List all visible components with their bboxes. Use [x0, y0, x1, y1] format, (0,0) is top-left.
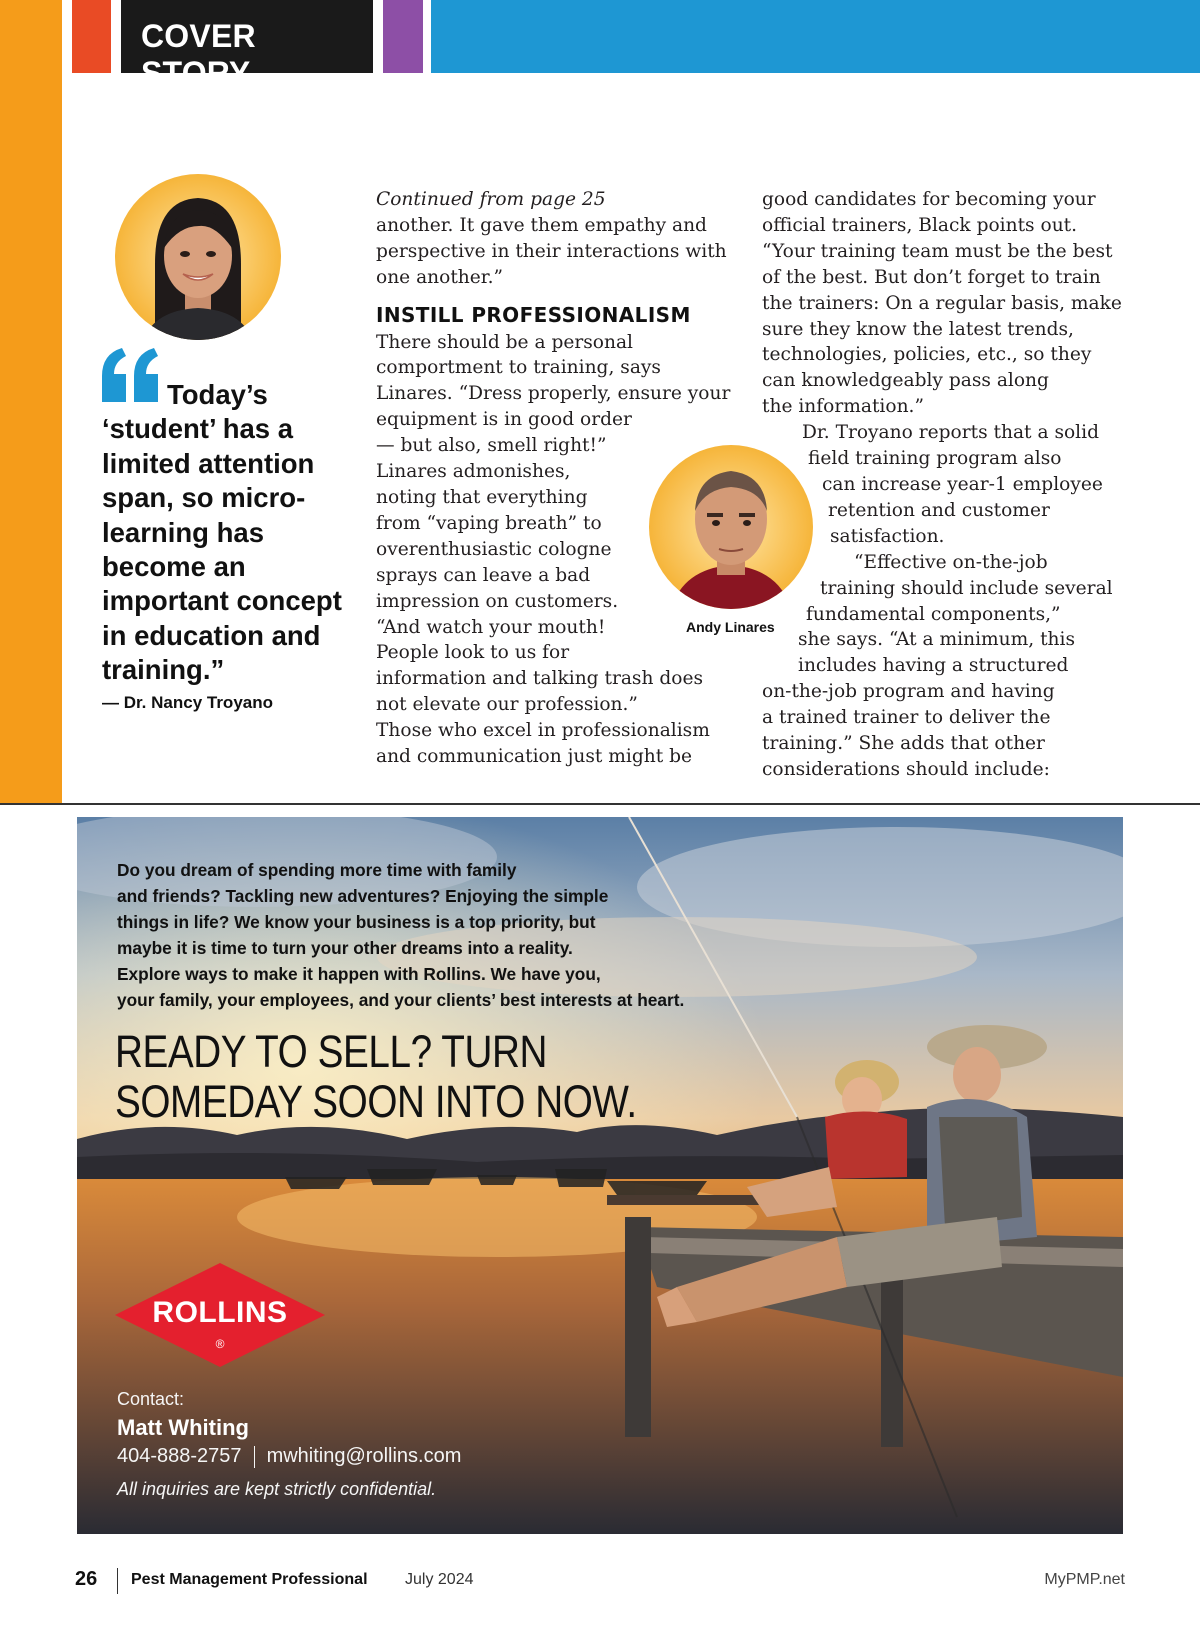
ad-body-line: maybe it is time to turn your other dreams into a reality.	[117, 938, 573, 958]
ad-body-line: Explore ways to make it happen with Rollins. We have you,	[117, 964, 601, 984]
section-label: COVER STORY	[141, 18, 256, 91]
article-text-line: another. It gave them empathy and	[376, 214, 707, 236]
article-text-line: good candidates for becoming your	[762, 189, 1096, 210]
article-text-line: fundamental components,”	[806, 603, 1061, 625]
page-footer	[75, 1568, 1125, 1598]
article-text-line: information and talking trash does	[376, 668, 703, 690]
article-text-line: “Effective on-the-job	[854, 551, 1048, 573]
ad-body-copy	[117, 857, 717, 1013]
article-text-line: Linares. “Dress properly, ensure your	[376, 383, 731, 405]
rollins-logo[interactable]	[115, 1263, 325, 1367]
article-text-line: — but also, smell right!”	[376, 435, 607, 457]
article-text-line: of the best. But don’t forget to train	[762, 266, 1101, 288]
website-link[interactable]: MyPMP.net	[1044, 1571, 1125, 1588]
article-subhead: INSTILL PROFESSIONALISM	[376, 302, 691, 327]
section-header	[121, 0, 373, 91]
ad-body-line: Do you dream of spending more time with family	[117, 860, 517, 880]
article-text-line: official trainers, Black points out.	[762, 214, 1078, 236]
ad-headline-line: READY TO SELL? TURN	[115, 1026, 548, 1077]
rollins-advertisement[interactable]	[77, 817, 1123, 1534]
issue-date: July 2024	[405, 1571, 474, 1588]
ad-body-line: and friends? Tackling new adventures? Enjoying the simple	[117, 886, 609, 906]
continued-note: Continued from page 25	[376, 189, 606, 210]
article-text-line: Linares admonishes,	[376, 461, 571, 483]
article-text-line: “Your training team must be the best	[762, 240, 1113, 262]
page-number: 26	[75, 1568, 98, 1590]
article-text-line: training.” She adds that other	[762, 733, 1045, 755]
article-text-line: impression on customers.	[376, 590, 619, 612]
logo-text: ROLLINS	[152, 1296, 288, 1329]
article-text-line: considerations should include:	[762, 758, 1050, 780]
article-text-line: retention and customer	[828, 499, 1050, 521]
portrait-nancy-troyano	[115, 174, 281, 340]
article-text-line: sure they know the latest trends,	[762, 318, 1074, 340]
article-text-line: comportment to training, says	[376, 357, 661, 379]
photo-caption: Andy Linares	[686, 619, 775, 635]
header-accent-red	[72, 0, 111, 73]
contact-email[interactable]: mwhiting@rollins.com	[266, 1445, 462, 1467]
article-column-2	[762, 187, 1122, 783]
pull-quote-attribution: — Dr. Nancy Troyano	[102, 693, 273, 712]
article-text-line: overenthusiastic cologne	[376, 538, 612, 560]
article-text-line: There should be a personal	[376, 331, 633, 353]
article-text-line: can knowledgeably pass along	[762, 370, 1049, 392]
registered-mark: ®	[215, 1337, 225, 1351]
article-text-line: the information.”	[762, 396, 924, 418]
article-text-line: “And watch your mouth!	[376, 616, 606, 638]
contact-name: Matt Whiting	[117, 1415, 249, 1440]
article-text-line: the trainers: On a regular basis, make	[762, 292, 1122, 314]
contact-separator	[254, 1446, 255, 1468]
footer-separator	[117, 1568, 118, 1594]
ad-body-line: your family, your employees, and your clients’ best interests at heart.	[117, 990, 685, 1010]
header-accent-purple	[383, 0, 423, 73]
ad-headline	[115, 1027, 637, 1127]
article-text-line: training should include several	[820, 577, 1113, 599]
section-color-bar	[0, 0, 62, 805]
article-text-line: a trained trainer to deliver the	[762, 707, 1051, 729]
article-text-line: and communication just might be	[376, 746, 693, 768]
article-text-line: field training program also	[808, 448, 1062, 470]
ad-headline-line: SOMEDAY SOON INTO NOW.	[115, 1076, 637, 1127]
article-text-line: can increase year-1 employee	[822, 473, 1103, 495]
header-accent-blue	[431, 0, 1200, 73]
pull-quote: Today’s ‘student’ has a limited attention span, so micro-learning has become an important concept in education and training.”	[102, 379, 342, 686]
article-text-line: she says. “At a minimum, this	[798, 629, 1076, 651]
article-text-line: sprays can leave a bad	[376, 564, 591, 586]
contact-label: Contact:	[117, 1389, 185, 1409]
article-text-line: one another.”	[376, 266, 504, 288]
article-text-line: technologies, policies, etc., so they	[762, 344, 1092, 366]
article-text-line: perspective in their interactions with	[376, 240, 727, 262]
article-text-line: Those who excel in professionalism	[376, 720, 710, 742]
article-text-line: includes having a structured	[798, 655, 1069, 677]
ad-body-line: things in life? We know your business is a top priority, but	[117, 912, 596, 932]
section-divider	[0, 803, 1200, 805]
article-text-line: noting that everything	[376, 486, 588, 508]
article-text-line: from “vaping breath” to	[376, 512, 602, 534]
article-text-line: satisfaction.	[830, 525, 945, 547]
article-text-line: not elevate our profession.”	[376, 694, 638, 716]
article-text-line: Dr. Troyano reports that a solid	[802, 422, 1099, 444]
article-text-line: on-the-job program and having	[762, 681, 1055, 703]
article-text-line: People look to us for	[376, 642, 570, 664]
article-text-line: equipment is in good order	[376, 409, 632, 431]
confidentiality-note: All inquiries are kept strictly confidential.	[117, 1479, 437, 1499]
contact-details	[117, 1445, 461, 1468]
contact-phone[interactable]: 404-888-2757	[117, 1445, 242, 1467]
publication-name: Pest Management Professional	[131, 1571, 368, 1588]
